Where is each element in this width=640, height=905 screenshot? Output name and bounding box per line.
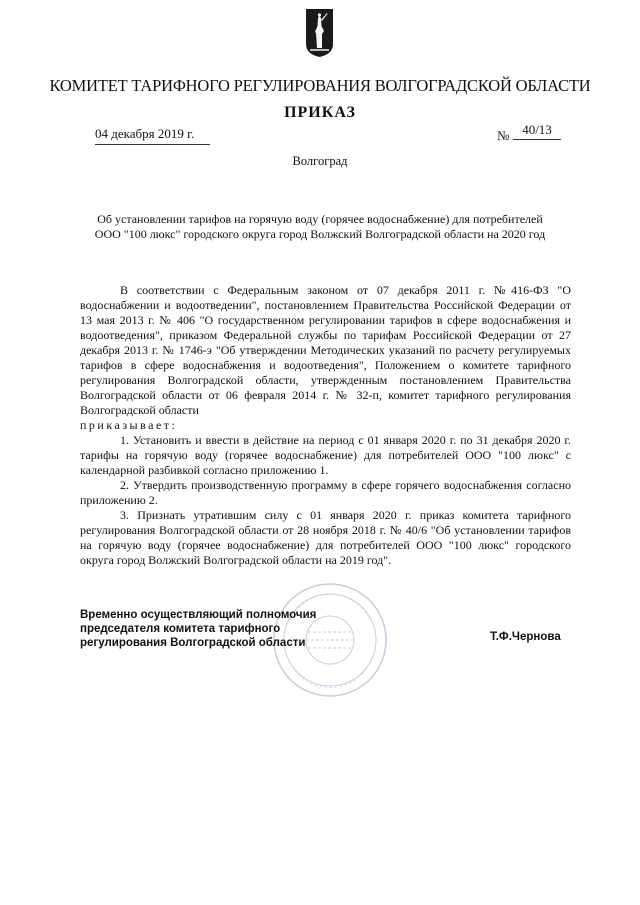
order-item-2: 2. Утвердить производственную программу в сфере горячего водоснабжения согласно приложению 2. — [80, 478, 571, 507]
order-subject — [70, 212, 570, 242]
order-item-3: 3. Признать утратившим силу с 01 января 2020 г. приказ комитета тарифного регулирования Волгоградской области от 28 ноября 2018 г. № 40/6 "Об установлении тарифов на горячую воду (горячее водоснабжение) для потребителей ООО "100 люкс" городского округа город Волжский Волгоградской области на 2019 год". — [80, 508, 571, 567]
order-body — [80, 283, 571, 568]
order-item-1: 1. Установить и ввести в действие на период с 01 января 2020 г. по 31 декабря 2020 г. тарифы на горячую воду (горячее водоснабжение) для потребителей ООО "100 люкс" с календарной разбивкой согласно приложению 1. — [80, 433, 571, 477]
committee-name: КОМИТЕТ ТАРИФНОГО РЕГУЛИРОВАНИЯ ВОЛГОГРАДСКОЙ ОБЛАСТИ — [49, 76, 591, 95]
signer-title-line: Временно осуществляющий полномочия — [80, 609, 317, 621]
signer-title-line: председателя комитета тарифного — [80, 623, 281, 635]
order-number: 40/13 — [513, 122, 561, 140]
order-title: ПРИКАЗ — [284, 104, 356, 121]
order-subject-line: ООО "100 люкс" городского округа город Волжский Волгоградской области на 2020 год — [94, 227, 546, 241]
signer-title-line: регулирования Волгоградской области — [80, 637, 306, 649]
signer-title — [80, 608, 340, 650]
order-subject-line: Об установлении тарифов на горячую воду (горячее водоснабжение) для потребителей — [97, 212, 543, 226]
order-number-sign: № — [497, 128, 510, 143]
preamble-paragraph: В соответствии с Федеральным законом от 07 декабря 2011 г. №416-ФЗ "О водоснабжении и водоотведении", постановлением Правительства Российской Федерации от 13 мая 2013 г. № 406 "О государственном регулировании тарифов в сфере водоснабжения и водоотведения", приказом Федеральной службы по тарифам Российской Федерации от 27 декабря 2013 г. № 1746-э "Об утверждении Методических указаний по расчету регулируемых тарифов в сфере водоснабжения и водоотведения", Положением о комитете тарифного регулирования Волгоградской области, утвержденным постановлением Правительства Волгоградской области от 06 февраля 2014 г. № 32-п, комитет тарифного регулирования Волгоградской области — [80, 283, 571, 417]
order-date: 04 декабря 2019 г. — [95, 126, 210, 145]
volgograd-coat-of-arms-icon — [305, 8, 334, 58]
signer-name: Т.Ф.Чернова — [490, 631, 561, 643]
orders-word: приказывает: — [80, 418, 178, 432]
order-city: Волгоград — [292, 154, 348, 168]
